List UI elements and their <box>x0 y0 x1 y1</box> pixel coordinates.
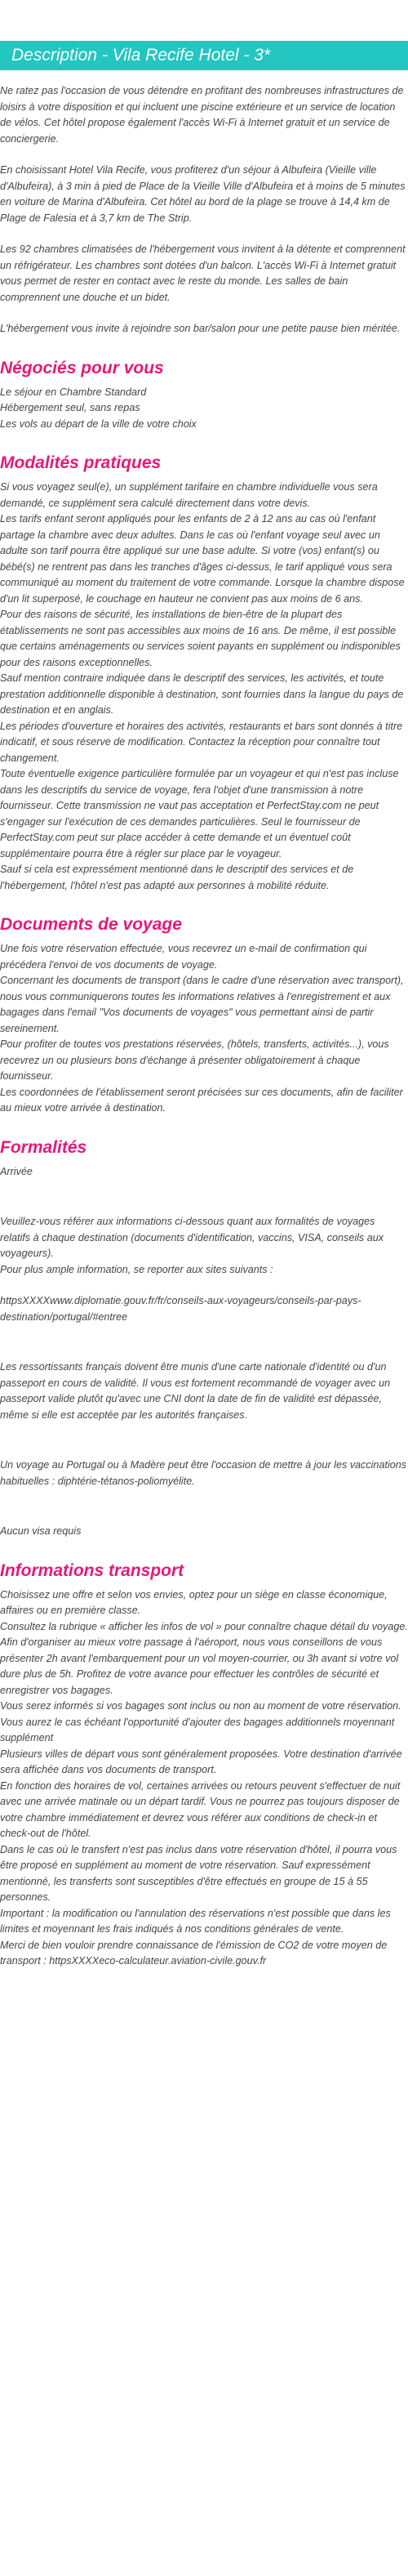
formalites-link[interactable]: httpsXXXXwww.diplomatie.gouv.fr/fr/conseils-aux-voyageurs/conseils-par-pays-destination/portugal/#entree <box>0 1295 361 1323</box>
transport-text: Choisissez une offre et selon vos envies, optez pour un siège en classe économique, affaires ou en première classe. Consultez la rubrique « afficher les infos de vol » pour connaître chaque détail du voyage. Afin d'organiser au mieux votre passage à l'aéroport, nous vous conseillons de vous présenter 2h avant l'embarquement pour un vol moyen-courrier, ou 3h avant si votre vol dure plus de 5h. Profitez de votre avance pour effectuer les contrôles de sécurité et enregistrer vos bagages. Vous serez informés si vos bagages sont inclus ou non au moment de votre réservation. Vous aurez le cas échéant l'opportunité d'ajouter des bagages additionnels moyennant supplément Plusieurs villes de départ vous sont généralement proposées. Votre destination d'arrivée sera affichée dans vos documents de transport. En fonction des horaires de vol, certaines arrivées ou retours peuvent s'effectuer de nuit avec une arrivée matinale ou un départ tardif. Vous ne pourrez pas toujours disposer de votre chambre immédiatement et devrez vous référer aux conditions de check-in et check-out de l'hôtel. Dans le cas où le transfert n'est pas inclus dans votre réservation d'hôtel, il pourra vous être proposé en supplément au moment de votre réservation. Sauf expressément mentionné, les transferts sont susceptibles d'être effectués en groupe de 15 à 55 personnes. Important : la modification ou l'annulation des réservations n'est possible que dans les limites et moyennant les frais indiqués à nos conditions générales de vente. Merci de bien vouloir prendre connaissance de l'émission de CO2 de votre moyen de transport : httpsXXXXeco-calculateur.aviation-civile.gouv.fr <box>0 1588 408 1967</box>
negocies-item: Hébergement seul, sans repas <box>0 402 140 413</box>
description-paragraph-4: L'hébergement vous invite à rejoindre son bar/salon pour une petite pause bien méritée. <box>0 323 401 334</box>
formalites-arrivee: Arrivée <box>0 1165 33 1177</box>
negocies-item: Les vols au départ de la ville de votre choix <box>0 417 197 430</box>
formalites-paragraph-4: Aucun visa requis <box>0 1525 82 1537</box>
header-bar <box>0 41 408 70</box>
section-title-formalites: Formalités <box>0 1137 87 1157</box>
formalites-paragraph-1: Veuillez-vous référer aux informations ci-dessous quant aux formalités de voyages relatifs à chaque destination (documents d'identification, vaccins, VISA, conseils aux voyageurs). Pour plus ample information, se reporter aux sites suivants : <box>0 1216 384 1275</box>
modalites-text: Si vous voyagez seul(e), un supplément tarifaire en chambre individuelle vous sera demandé, ce supplément sera calculé directement dans votre devis. Les tarifs enfant seront appliqués pour les enfants de 2 à 12 ans au cas où l'enfant partage la chambre avec deux adultes. Dans le cas où l'enfant voyage seul avec un adulte son tarif pourra être appliqué sur une base adulte. Si votre (vos) enfant(s) ou bébé(s) ne rentrent pas dans les tranches d'âges ci-dessus, le tarif appliqué vous sera communiqué au moment du traitement de votre commande. Lorsque la chambre dispose d'un lit superposé, le couchage en hauteur ne convient pas aux moins de 6 ans. Pour des raisons de sécurité, les installations de bien-être de la plupart des établissements ne sont pas accessibles aux moins de 16 ans. De même, il est possible que certains aménagements ou services soient payants en supplément ou indisponibles pour des raisons exceptionnelles. Sauf mention contraire indiquée dans le descriptif des services, les activités, et toute prestation additionnelle disponible à destination, sont fournies dans la langue du pays de destination et en anglais. Les périodes d'ouverture et horaires des activités, restaurants et bars sont donnés à titre indicatif, et sous réserve de modification. Contactez la réception pour connaître tout changement. Toute éventuelle exigence particulière formulée par un voyageur et qui n'est pas incluse dans les descriptifs du service de voyage, fera l'objet d'une transmission à notre fournisseur. Cette transmission ne vaut pas acceptation et PerfectStay.com ne peut s'engager sur l'exécution de ces demandes particulières. Seul le fournisseur de PerfectStay.com peut sur place accéder à cette demande et un éventuel coût supplémentaire pourra être à régler sur place par le voyageur. Sauf si cela est expressément mentionné dans le descriptif des services et de l'hébergement, l'hôtel n'est pas adapté aux personnes à mobilité réduite. <box>0 481 405 891</box>
formalites-paragraph-3: Un voyage au Portugal ou à Madère peut être l'occasion de mettre à jour les vaccinations habituelles : diphtérie-tétanos-poliomyélite. <box>0 1459 407 1487</box>
description-paragraph-1: Ne ratez pas l'occasion de vous détendre en profitant des nombreuses infrastructures de loisirs à votre disposition et qui incluent une piscine extérieure et un service de location de vélos. Cet hôtel propose également l'accès Wi-Fi à Internet gratuit et un service de conciergerie. <box>0 85 404 145</box>
description-paragraph-3: Les 92 chambres climatisées de l'hébergement vous invitent à la détente et comprennent un réfrigérateur. Les chambres sont dotées d'un balcon. L'accès Wi-Fi à Internet gratuit vous permet de rester en contact avec le reste du monde. Les salles de bain comprennent une douche et un bidet. <box>0 243 406 303</box>
page <box>0 41 408 1970</box>
formalites-paragraph-2: Les ressortissants français doivent être munis d'une carte nationale d'identité ou d'un passeport en cours de validité. Il vous est fortement recommandé de voyager avec un passeport valide plutôt qu'avec une CNI dont la date de fin de validité est dépassée, même si elle est acceptée par les autorités françaises. <box>0 1361 391 1421</box>
page-title: Description - Vila Recife Hotel - 3* <box>11 46 271 65</box>
documents-text: Une fois votre réservation effectuée, vous recevrez un e-mail de confirmation qui précédera l'envoi de vos documents de voyage. Concernant les documents de transport (dans le cadre d'une réservation avec transport), nous vous communiquerons toutes les informations relatives à l'enregistrement et aux bagages dans l'email "Vos documents de voyages" vous permettant ainsi de partir sereinement. Pour profiter de toutes vos prestations réservées, (hôtels, transferts, activités...), vous recevrez un ou plusieurs bons d'échange à présenter obligatoirement à chaque fournisseur. Les coordonnées de l'établissement seront précisées sur ces documents, afin de faciliter au mieux votre arrivée à destination. <box>0 943 404 1114</box>
section-title-negocies: Négociés pour vous <box>0 358 164 377</box>
negocies-item: Le séjour en Chambre Standard <box>0 386 147 398</box>
section-title-documents: Documents de voyage <box>0 915 182 934</box>
section-title-modalites: Modalités pratiques <box>0 453 162 472</box>
description-paragraph-2: En choisissant Hotel Vila Recife, vous profiterez d'un séjour à Albufeira (Vieille ville d'Albufeira), à 3 min à pied de Place de la Vieille Ville d'Albufeira et à moins de 5 minutes en voiture de Marina d'Albufeira. Cet hôtel au bord de la plage se trouve à 14,4 km de Plage de Falesia et à 3,7 km de The Strip. <box>0 164 406 224</box>
content <box>0 70 408 1970</box>
section-title-transport: Informations transport <box>0 1560 184 1580</box>
